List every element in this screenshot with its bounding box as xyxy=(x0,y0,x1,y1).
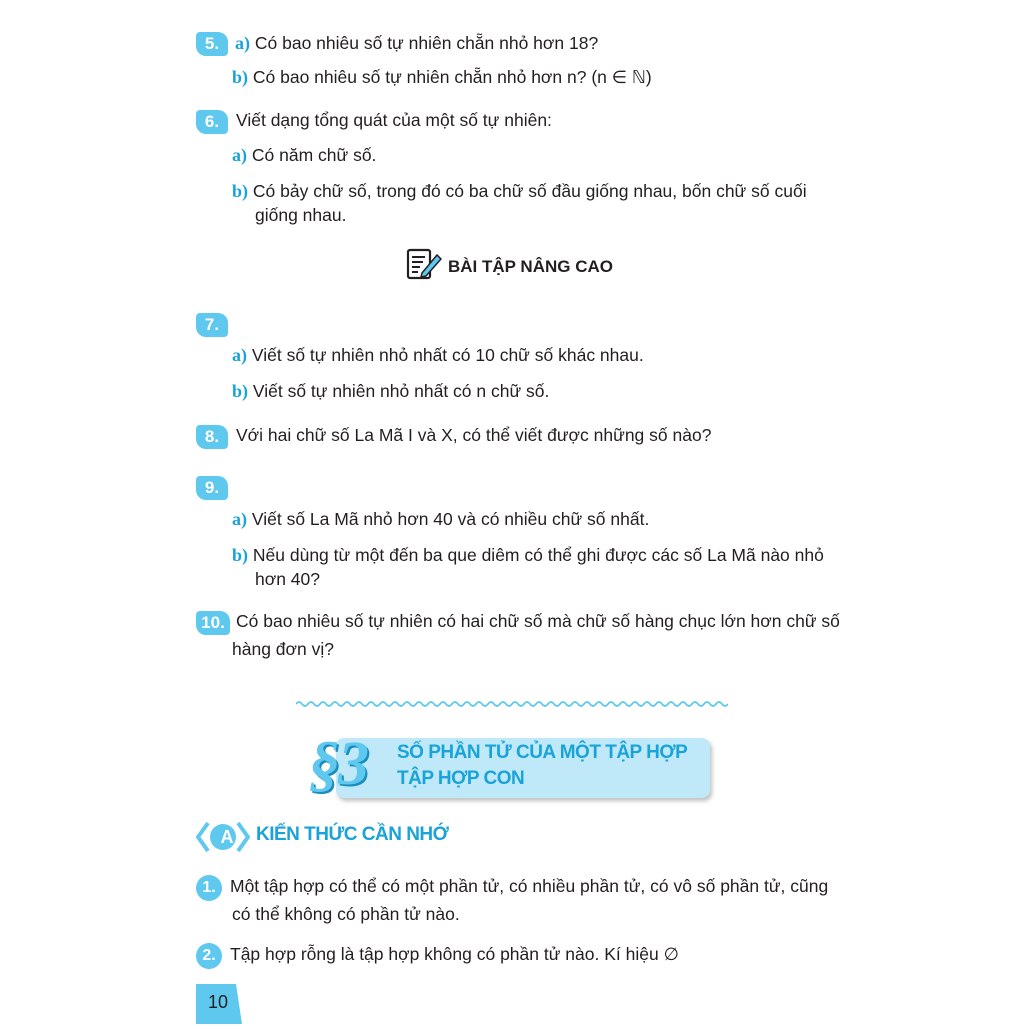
exercise-number-badge: 6. xyxy=(196,110,228,134)
item-text: Có bao nhiêu số tự nhiên chẵn nhỏ hơn 18? xyxy=(254,33,599,53)
knowledge-item-1-continued: có thể không có phần tử nào. xyxy=(232,904,460,924)
item-label: b) xyxy=(232,381,249,401)
exercise-9b-continued: hơn 40? xyxy=(255,569,321,589)
wavy-divider xyxy=(296,697,728,709)
knowledge-item-1: Một tập hợp có thể có một phần tử, có nhiều phần tử, có vô số phần tử, cũng xyxy=(230,876,829,896)
exercise-6a xyxy=(232,143,376,168)
section-symbol: §3 xyxy=(309,730,367,798)
section-title-line1: SỐ PHẦN TỬ CỦA MỘT TẬP HỢP xyxy=(397,742,688,763)
item-text: Có bảy chữ số, trong đó có ba chữ số đầu giống nhau, bốn chữ số cuối xyxy=(252,181,807,201)
item-text: Viết số tự nhiên nhỏ nhất có 10 chữ số khác nhau. xyxy=(251,345,644,365)
point-number-badge: 1. xyxy=(196,875,222,901)
page-number: 10 xyxy=(207,992,229,1012)
exercise-number-badge: 10. xyxy=(196,611,230,635)
item-label: b) xyxy=(232,545,249,565)
pencil-notepad-icon xyxy=(406,247,442,281)
knowledge-item-2: Tập hợp rỗng là tập hợp không có phần tử nào. Kí hiệu ∅ xyxy=(230,944,679,964)
exercise-6b xyxy=(232,179,832,204)
exercise-10-text-continued: hàng đơn vị? xyxy=(232,639,334,659)
exercise-5a xyxy=(235,31,598,56)
item-label: a) xyxy=(235,33,250,53)
exercise-6-text: Viết dạng tổng quát của một số tự nhiên: xyxy=(236,110,552,130)
item-text: Viết số tự nhiên nhỏ nhất có n chữ số. xyxy=(252,381,550,401)
exercise-number-badge: 7. xyxy=(196,313,228,337)
exercise-10-text: Có bao nhiêu số tự nhiên có hai chữ số mà chữ số hàng chục lớn hơn chữ số xyxy=(236,611,840,631)
item-label: b) xyxy=(232,67,249,87)
item-label: a) xyxy=(232,145,247,165)
item-text: Có năm chữ số. xyxy=(251,145,377,165)
exercise-number-badge: 5. xyxy=(196,32,228,56)
point-number-badge: 2. xyxy=(196,943,222,969)
item-text: Có bao nhiêu số tự nhiên chẵn nhỏ hơn n? (n ∈ ℕ) xyxy=(252,67,652,87)
item-label: a) xyxy=(232,345,247,365)
item-text: Viết số La Mã nhỏ hơn 40 và có nhiều chữ số nhất. xyxy=(251,509,650,529)
exercise-9a xyxy=(232,507,649,532)
wave-line xyxy=(296,702,728,706)
exercise-5b xyxy=(232,65,652,90)
section-a-letter: A xyxy=(220,827,234,847)
exercise-7b xyxy=(232,379,549,404)
exercise-7a xyxy=(232,343,644,368)
section-title-line2: TẬP HỢP CON xyxy=(397,768,525,789)
item-label: a) xyxy=(232,509,247,529)
knowledge-heading: KIẾN THỨC CẦN NHỚ xyxy=(256,824,449,845)
exercise-6b-continued: giống nhau. xyxy=(255,205,347,225)
exercise-8-text: Với hai chữ số La Mã I và X, có thể viết được những số nào? xyxy=(236,425,712,445)
exercise-number-badge: 9. xyxy=(196,476,228,500)
advanced-exercises-heading: BÀI TẬP NÂNG CAO xyxy=(448,257,613,276)
item-label: b) xyxy=(232,181,249,201)
item-text: Nếu dùng từ một đến ba que diêm có thể ghi được các số La Mã nào nhỏ xyxy=(252,545,824,565)
exercise-number-badge: 8. xyxy=(196,425,228,449)
exercise-9b xyxy=(232,543,832,568)
